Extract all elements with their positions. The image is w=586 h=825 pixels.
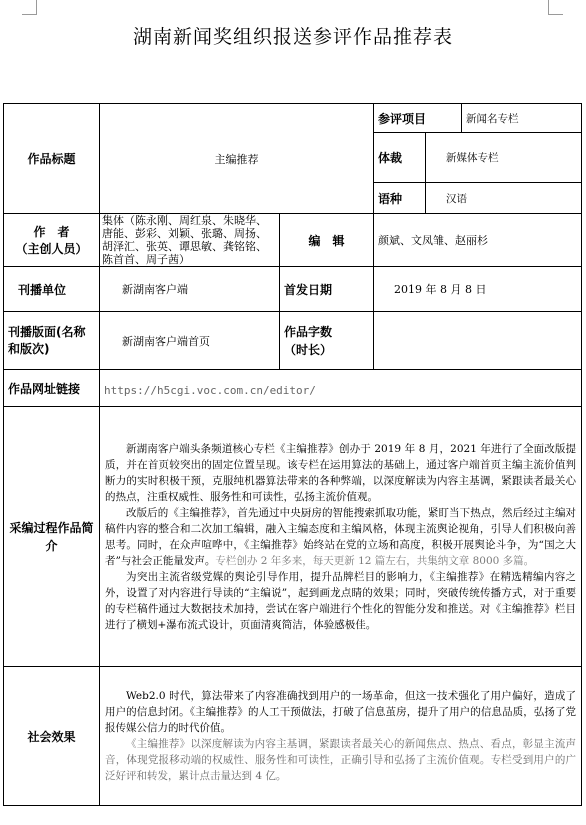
- editor-value: 颜斌、文凤雏、赵丽杉: [374, 214, 582, 267]
- editor-label: 编 辑: [280, 214, 374, 267]
- author-value: 集体（陈永刚、周红泉、朱晓华、唐能、彭彩、刘颖、张璐、周扬、胡泽汇、张英、谭思敏、龚铭铭、陈首首、周子茜）: [102, 214, 267, 266]
- genre-label: 体裁: [374, 133, 426, 183]
- corner-mark-top-right: [548, 0, 563, 15]
- layout-value: 新湖南客户端首页: [100, 312, 280, 370]
- process-paragraph-2-text: 改版后的《主编推荐》，首先通过中央厨房的智能搜索抓取功能，紧盯当下热点，然后经过主编对稿件内容的整合和二次加工编辑，融入主编态度和主编风格，体现主流舆论视角，引导人们积极向善思考。同时，在众声喧哗中，《主编推荐》始终站在党的立场和高度，积极开展舆论斗争，为“国之大者”与社会正能量发声。: [105, 506, 577, 567]
- page-title: 湖南新闻奖组织报送参评作品推荐表: [132, 26, 453, 48]
- word-count-label-cell: [280, 312, 374, 370]
- publisher-value: 新湖南客户端: [100, 267, 280, 312]
- language-label: 语种: [374, 183, 426, 214]
- url-label: 作品网址链接: [4, 370, 100, 407]
- first-publish-value: 2019 年 8 月 8 日: [374, 267, 582, 312]
- word-count-label: 作品字数: [284, 324, 333, 339]
- url-link[interactable]: https://h5cgi.voc.com.cn/editor/: [104, 383, 316, 397]
- author-label-cell: [4, 214, 100, 267]
- effect-label: 社会效果: [4, 667, 100, 806]
- effect-paragraph-2: 《主编推荐》以深度解读为内容主基调，紧跟读者最关心的新闻焦点、热点、看点，彰显主流声音，体现党报移动端的权威性、服务性和可读性，正确引导和弘扬了主流价值观。专栏受到用户的广泛好评和转发，累计点击量达到 4 亿。: [105, 738, 577, 782]
- effect-paragraph-1: Web2.0 时代，算法带来了内容准确找到用户的一场革命，但这一技术强化了用户偏好，造成了用户的信息封闭。《主编推荐》的人工干预做法，打破了信息茧房，提升了用户的信息品质，弘扬了党报传媒公信力的时代价值。: [105, 690, 577, 734]
- author-label: 作 者: [33, 225, 70, 239]
- genre-value: 新媒体专栏: [426, 133, 582, 183]
- process-label: 采编过程作品简介: [4, 407, 100, 667]
- entry-category-value: 新闻名专栏: [462, 104, 582, 133]
- url-value-cell: [100, 370, 582, 407]
- entry-category-label: 参评项目: [374, 104, 462, 133]
- work-title-label: 作品标题: [4, 104, 100, 214]
- process-body: [100, 407, 582, 667]
- process-paragraph-2: [105, 505, 576, 569]
- language-value: 汉语: [426, 183, 582, 214]
- recommendation-form: [3, 103, 582, 806]
- publisher-label: 刊播单位: [4, 267, 100, 312]
- author-value-cell: [100, 214, 280, 267]
- effect-body: [100, 667, 582, 806]
- process-paragraph-1: 新湖南客户端头条频道核心专栏《主编推荐》创办于 2019 年 8 月，2021 年进行了全面改版提质，并在首页较突出的固定位置呈现。该专栏在运用算法的基础上，通过客户端首页主编主流价值判断力的实时积极干预，克服纯机器算法带来的各种弊端，以深度解读为内容主基调，紧跟读者最关心的热点，注重权威性、服务性和可读性，弘扬主流价值观。: [105, 442, 577, 503]
- first-publish-label: 首发日期: [280, 267, 374, 312]
- duration-label: （时长）: [284, 342, 333, 357]
- corner-mark-top-left: [22, 0, 37, 15]
- process-paragraph-3: 为突出主流省级党媒的舆论引导作用，提升品牌栏目的影响力，《主编推荐》在精选精编内容之外，设置了对内容进行导读的“主编说”，起到画龙点睛的效果；同时，突破传统传播方式，对于重要的专栏稿件通过大数据技术加持，尝试在客户端进行个性化的智能分发和推送。对《主编推荐》栏目进行了横划+瀑布流式设计，页面清爽简洁，体验感极佳。: [105, 570, 577, 631]
- layout-label: 刊播版面(名称和版次): [4, 312, 100, 370]
- word-count-value: [374, 312, 582, 370]
- process-paragraph-2-stats: 专栏创办 2 年多来，每天更新 12 篇左右，共集纳文章 8000 多篇。: [215, 554, 535, 567]
- work-title-value: 主编推荐: [100, 104, 374, 214]
- author-sublabel: （主创人员）: [15, 242, 88, 256]
